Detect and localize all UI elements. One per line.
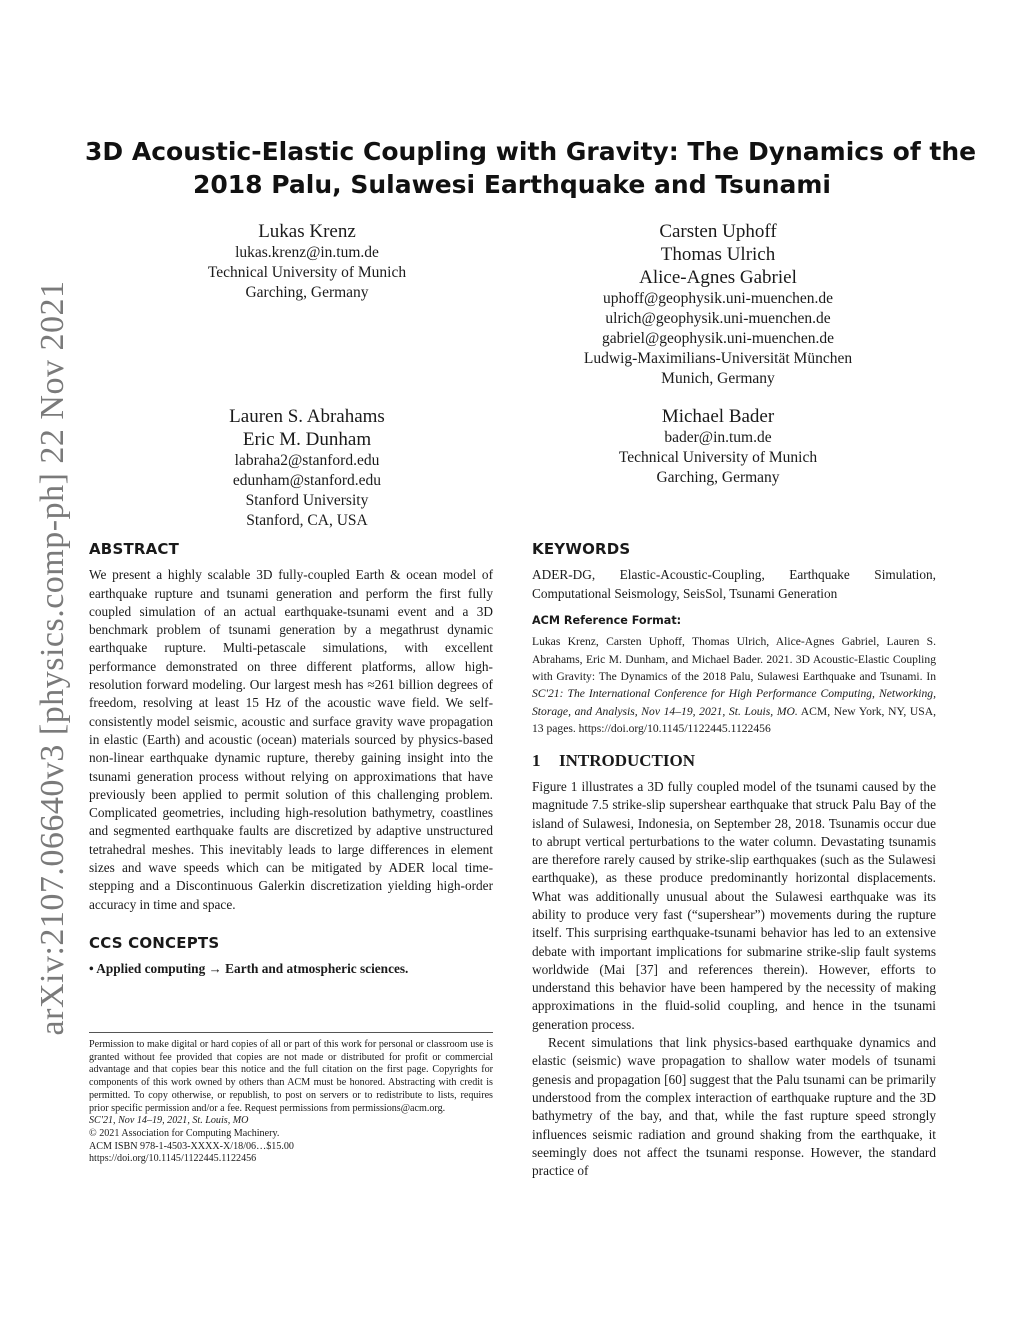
- acm-reference-heading: ACM Reference Format:: [532, 613, 682, 627]
- author-block-bader: [568, 405, 868, 488]
- author-block-krenz: [157, 220, 457, 303]
- author-email: edunham@stanford.edu: [232, 472, 382, 489]
- title-line-2: 2018 Palu, Sulawesi Earthquake and Tsunami: [193, 170, 831, 199]
- permission-notice: Permission to make digital or hard copies of all or part of this work for personal or classroom use is granted without fee provided that copies are not made or distributed for profit or commercial advantage and that copies bear this notice and the full citation on the first page. Copyrights for components of this work owned by others than ACM must be honored. Abstracting with credit is permitted. To copy otherwise, or republish, to post on servers or to redistribute to lists, requires prior specific permission and/or a fee. Request permissions from permissions@acm.org.: [89, 1039, 493, 1114]
- section-number: 1: [532, 750, 541, 770]
- title-line-1: 3D Acoustic-Elastic Coupling with Gravity: The Dynamics of the: [85, 137, 977, 166]
- author-name: Thomas Ulrich: [660, 244, 776, 265]
- author-name: Lukas Krenz: [258, 221, 356, 242]
- author-email: ulrich@geophysik.uni-muenchen.de: [605, 310, 831, 327]
- acm-reference-venue: SC'21: The International Conference for High Performance Computing, Networking, Storage, and Analysis, Nov 14–19, 2021, St. Louis, MO.: [532, 687, 936, 718]
- keywords-heading: KEYWORDS: [532, 540, 631, 558]
- author-affiliation: Ludwig-Maximilians-Universität München: [583, 350, 853, 367]
- author-location: Garching, Germany: [656, 469, 780, 486]
- author-affiliation: Technical University of Munich: [207, 264, 407, 281]
- author-name: Carsten Uphoff: [659, 221, 777, 242]
- introduction-heading: [532, 752, 936, 770]
- isbn-line: ACM ISBN 978-1-4503-XXXX-X/18/06…$15.00: [89, 1140, 294, 1152]
- paper-title: [85, 135, 977, 201]
- ccs-heading: CCS CONCEPTS: [89, 933, 220, 952]
- author-affiliation: Technical University of Munich: [618, 449, 818, 466]
- author-block-lmu: [538, 220, 898, 389]
- ccs-item: • Applied computing → Earth and atmospheric sciences.: [89, 961, 409, 977]
- arxiv-identifier: arXiv:2107.06640v3 [physics.comp-ph] 22 Nov 2021: [34, 280, 71, 1036]
- keywords-text: ADER-DG, Elastic-Acoustic-Coupling, Earthquake Simulation, Computational Seismology, SeisSol, Tsunami Generation: [532, 567, 936, 601]
- author-email: uphoff@geophysik.uni-muenchen.de: [602, 290, 834, 307]
- author-location: Munich, Germany: [661, 370, 775, 387]
- copyright-footnote: [89, 1032, 493, 1166]
- author-location: Stanford, CA, USA: [246, 512, 368, 529]
- author-name: Lauren S. Abrahams: [229, 406, 385, 427]
- doi-link[interactable]: https://doi.org/10.1145/1122445.1122456: [89, 1153, 257, 1165]
- right-column: [532, 540, 936, 1180]
- acm-reference-authors: Lukas Krenz, Carsten Uphoff, Thomas Ulrich, Alice-Agnes Gabriel, Lauren S. Abrahams, Eric M. Dunham, and Michael Bader. 2021. 3D Acoustic-Elastic Coupling with Gravity: The Dynamics of the 2018 Palu, Sulawesi Earthquake and Tsunami. In: [532, 635, 936, 683]
- abstract-heading: ABSTRACT: [89, 540, 180, 558]
- author-email: labraha2@stanford.edu: [234, 452, 380, 469]
- left-column: [89, 540, 493, 979]
- copyright-line: © 2021 Association for Computing Machinery.: [89, 1127, 280, 1139]
- acm-reference-text: [532, 633, 936, 737]
- introduction-paragraph-1: Figure 1 illustrates a 3D fully coupled model of the tsunami caused by the magnitude 7.5 strike-slip supershear earthquake that struck Palu Bay of the island of Sulawesi, Indonesia, on September 28, 2018. Tsunamis occur due to abrupt vertical perturbations to the water column. Devastating tsunamis are therefore rarely caused by strike-slip earthquakes (such as the Sulawesi earthquake), as these produce predominantly horizontal displacements. What was additionally unusual about the Sulawesi earthquake was its ability to produce very fast (“supershear”) movements during the rupture itself. This surprising earthquake-tsunami behavior has led to an extensive debate with important implications for submarine strike-slip fault systems worldwide (Mai [37] and references therein). However, efforts to understand this behavior have been hampered by the necessity of making approximations in the fluid-solid coupling, and hence in the tsunami generation process.: [532, 778, 936, 1032]
- author-name: Alice-Agnes Gabriel: [639, 267, 797, 288]
- author-email: lukas.krenz@in.tum.de: [235, 244, 379, 261]
- author-name: Michael Bader: [661, 406, 775, 427]
- author-location: Garching, Germany: [245, 284, 369, 301]
- acm-reference-publisher: ACM, New York, NY, USA, 13 pages. https://doi.org/10.1145/1122445.1122456: [532, 704, 936, 736]
- author-email: bader@in.tum.de: [664, 429, 772, 446]
- introduction-paragraph-2: Recent simulations that link physics-based earthquake dynamics and elastic (seismic) wave propagation to shallow water models of tsunami genesis and propagation [60] suggest that the Palu tsunami can be primarily understood from the complex interaction of earthquake rupture and the 3D bathymetry of the bay, and that, while the fast rupture speed strongly influences seismic radiation and ground shaking from the earthquake, it seemingly does not affect the tsunami response. However, the standard practice of: [532, 1035, 936, 1179]
- author-email: gabriel@geophysik.uni-muenchen.de: [601, 330, 835, 347]
- abstract-text: We present a highly scalable 3D fully-coupled Earth & ocean model of earthquake rupture and tsunami generation and perform the first fully coupled simulation of an actual earthquake-tsunami event and a 3D benchmark problem of tsunami generation by a megathrust dynamic earthquake rupture. Multi-petascale simulations, with excellent performance demonstrated on three different platforms, allow high-resolution forward modeling. Our largest mesh has ≈261 billion degrees of freedom, resolving at least 15 Hz of the acoustic wave field. We self-consistently model seismic, acoustic and surface gravity wave propagation in elastic (Earth) and acoustic (ocean) materials sourced by physics-based non-linear earthquake dynamic rupture, thereby gaining insight into the tsunami generation process without relying on approximations that have previously been applied to permit solution of this challenging problem. Complicated geometries, including high-resolution bathymetry, coastlines and segmented earthquake faults are discretized by adaptive unstructured tetrahedral meshes. This inevitably leads to large differences in element sizes and wave speeds which can be mitigated by ADER local time-stepping and a Discontinuous Galerkin discretization yielding high-order accuracy in time and space.: [89, 567, 493, 912]
- author-name: Eric M. Dunham: [242, 429, 372, 450]
- author-affiliation: Stanford University: [245, 492, 369, 509]
- conference-line: SC'21, Nov 14–19, 2021, St. Louis, MO: [89, 1115, 249, 1127]
- author-block-stanford: [157, 405, 457, 531]
- section-title: INTRODUCTION: [559, 750, 696, 770]
